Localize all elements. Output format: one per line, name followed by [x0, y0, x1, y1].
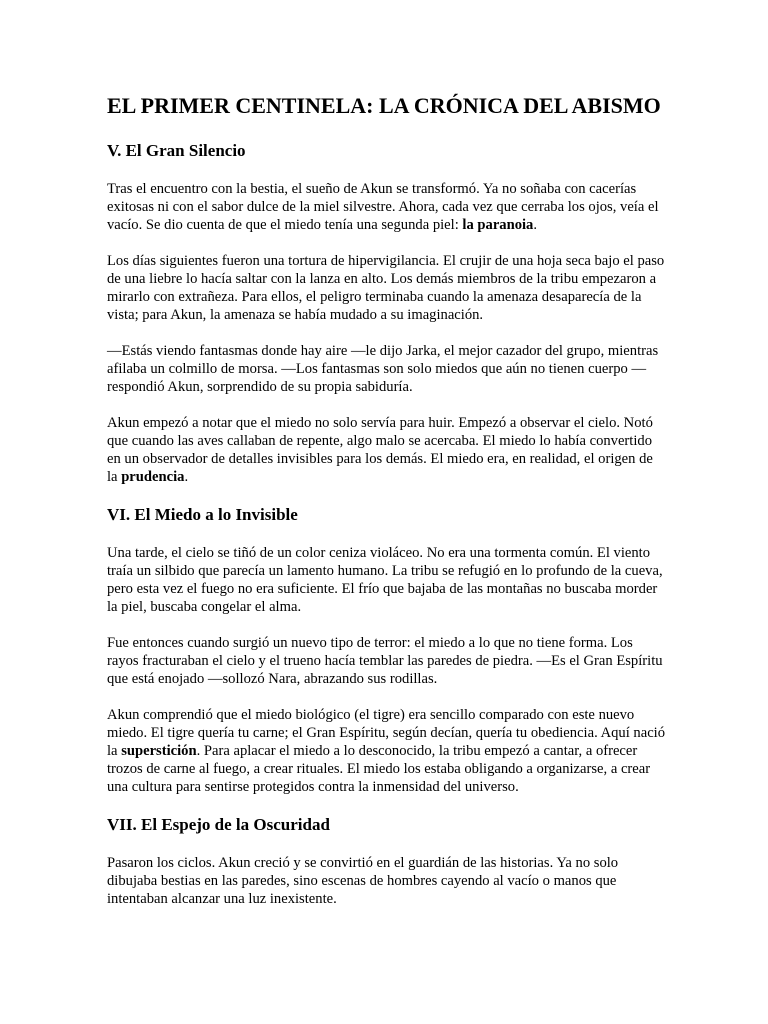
paragraph: Una tarde, el cielo se tiñó de un color ceniza violáceo. No era una tormenta común. El viento traía un silbido que parecía un lamento humano. La tribu se refugió en lo profundo de la cueva, pero esta vez el fuego no era suficiente. El frío que bajaba de las montañas no buscaba morder la piel, buscaba congelar el alma. [107, 545, 663, 615]
paragraph-text: Tras el encuentro con la bestia, el sueño de Akun se transformó. Ya no soñaba con cacerías exitosas ni con el sabor dulce de la miel silvestre. Ahora, cada vez que cerraba los ojos, veía el vacío. Se dio cuenta de que el miedo tenía una segunda piel: [107, 181, 659, 233]
paragraph [107, 414, 667, 486]
paragraph: Pasaron los ciclos. Akun creció y se convirtió en el guardián de las historias. Ya no solo dibujaba bestias en las paredes, sino escenas de hombres cayendo al vacío o manos que intentaban alcanzar una luz inexistente. [107, 855, 619, 907]
paragraph: Fue entonces cuando surgió un nuevo tipo de terror: el miedo a lo que no tiene forma. Los rayos fracturaban el cielo y el trueno hacía temblar las paredes de piedra. —Es el Gran Espíritu que está enojado —sollozó Nara, abrazando sus rodillas. [107, 635, 663, 687]
paragraph [107, 706, 667, 796]
paragraph [107, 180, 667, 234]
paragraph-text: . Para aplacar el miedo a lo desconocido, la tribu empezó a cantar, a ofrecer trozos de carne al fuego, a crear rituales. El miedo los estaba obligando a organizarse, a crear una cultura para sentirse protegidos contra la inmensidad del universo. [107, 743, 651, 795]
emphasis-term: superstición [121, 743, 197, 759]
paragraph: —Estás viendo fantasmas donde hay aire —le dijo Jarka, el mejor cazador del grupo, mientras afilaba un colmillo de morsa. —Los fantasmas son solo miedos que aún no tienen cuerpo —respondió Akun, sorprendido de su propia sabiduría. [107, 343, 659, 395]
emphasis-term: prudencia [121, 469, 185, 485]
section-heading-v: V. El Gran Silencio [107, 141, 246, 160]
emphasis-term: la paranoia [462, 217, 534, 233]
section-heading-vi: VI. El Miedo a lo Invisible [107, 505, 298, 524]
document-title: EL PRIMER CENTINELA: LA CRÓNICA DEL ABISMO [107, 93, 661, 118]
section-heading-vii: VII. El Espejo de la Oscuridad [107, 815, 330, 834]
paragraph-text: Akun empezó a notar que el miedo no solo servía para huir. Empezó a observar el cielo. Notó que cuando las aves callaban de repente, algo malo se acercaba. El miedo lo había convertido en un observador de detalles invisibles para los demás. El miedo era, en realidad, el origen de la [107, 415, 653, 485]
paragraph-text: . [533, 217, 538, 233]
paragraph-text: . [184, 469, 189, 485]
paragraph: Los días siguientes fueron una tortura de hipervigilancia. El crujir de una hoja seca bajo el paso de una liebre lo hacía saltar con la lanza en alto. Los demás miembros de la tribu empezaron a mirarlo con extrañeza. Para ellos, el peligro terminaba cuando la amenaza desaparecía de la vista; para Akun, la amenaza se había mudado a su imaginación. [107, 253, 665, 323]
paragraph-text: Akun comprendió que el miedo biológico (el tigre) era sencillo comparado con este nuevo miedo. El tigre quería tu carne; el Gran Espíritu, según decían, quería tu obediencia. Aquí nació la [107, 707, 666, 759]
document-page [107, 92, 667, 908]
